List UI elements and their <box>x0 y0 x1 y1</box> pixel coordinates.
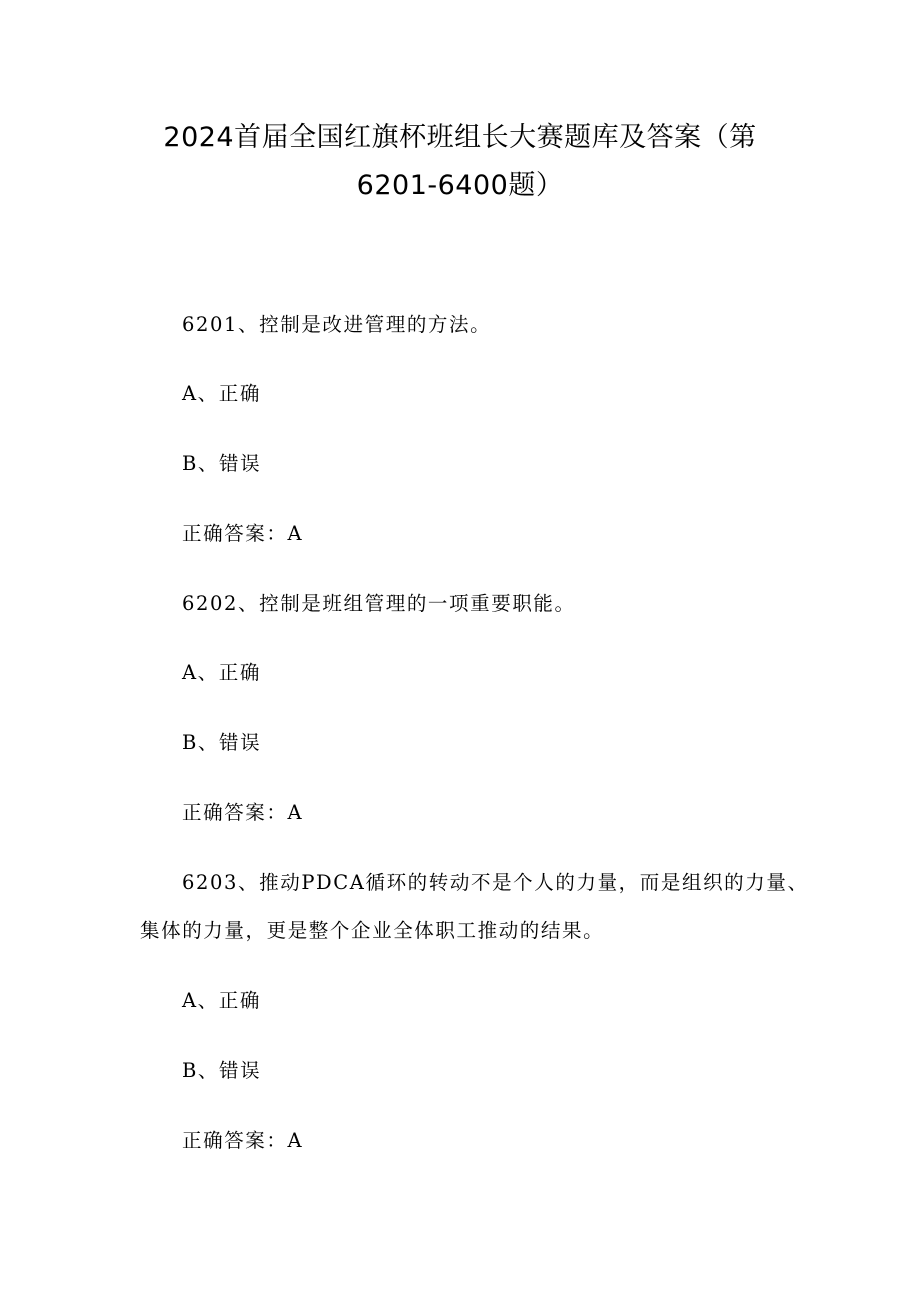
question-6201-stem: 6201、控制是改进管理的方法。 <box>182 313 492 336</box>
question-6202-option-a: A、正确 <box>182 661 261 684</box>
question-6203-option-b: B、错误 <box>182 1059 262 1082</box>
question-6202-answer: 正确答案：A <box>182 801 304 824</box>
question-6201-answer: 正确答案：A <box>182 522 304 545</box>
question-6203-stem-line-1: 6203、推动PDCA循环的转动不是个人的力量，而是组织的力量、 <box>182 871 809 894</box>
document-title-line-2: 6201-6400题） <box>356 170 564 201</box>
question-6201-option-b: B、错误 <box>182 452 262 475</box>
question-6202-stem: 6202、控制是班组管理的一项重要职能。 <box>182 592 576 615</box>
question-6203-option-a: A、正确 <box>182 989 261 1012</box>
question-6201-option-a: A、正确 <box>182 382 261 405</box>
document-title-line-1: 2024首届全国红旗杯班组长大赛题库及答案（第 <box>163 122 757 153</box>
question-6203-answer: 正确答案：A <box>182 1129 304 1152</box>
question-6202-option-b: B、错误 <box>182 731 262 754</box>
question-6203-stem-line-2: 集体的力量，更是整个企业全体职工推动的结果。 <box>140 919 605 942</box>
